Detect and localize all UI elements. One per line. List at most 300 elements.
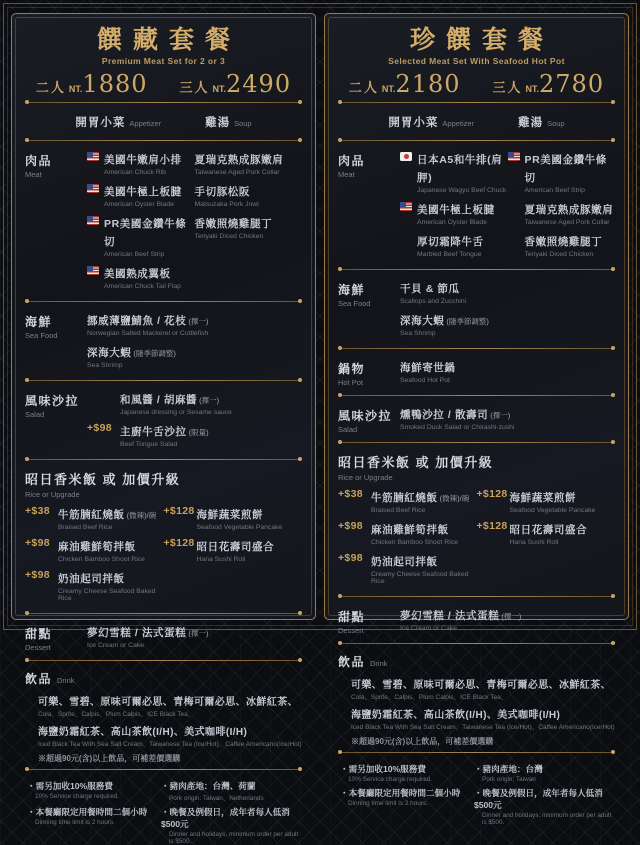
us-flag-icon — [87, 216, 99, 225]
menu-item — [87, 214, 195, 258]
menu-item-name: 香嫩照燒雞腿丁 — [194, 217, 273, 230]
footnote-text: ・ 豬肉產地：台灣 — [474, 763, 615, 775]
menu-item-note: (微辣)/碗 — [126, 510, 157, 520]
menu-item-name: 手切豚松阪 — [194, 185, 250, 198]
price-currency: NT. — [212, 83, 227, 94]
footnote-text-en: Dinning time limit is 2 hours. — [348, 799, 428, 807]
divider — [26, 613, 301, 614]
drink-section-header — [338, 653, 615, 671]
footnote — [27, 780, 153, 802]
menu-item — [400, 232, 508, 258]
menu-item — [164, 505, 303, 531]
menu-item-name: 海鮮寄世鍋 — [400, 361, 456, 374]
drink-names: 海鹽奶霜紅茶、高山茶飲(I/H)、美式咖啡(I/H) — [38, 726, 248, 738]
price-currency: NT. — [68, 83, 83, 94]
footnote-text-en: Pork origin: Taiwan、Netherlands — [168, 794, 264, 802]
menu-item-name-en: Teriyaki Diced Chicken — [524, 250, 594, 258]
set-title: 珍饌套餐 — [409, 25, 554, 54]
drink-note: ※超過90元(含)以上飲品，可補差價選購 — [38, 753, 181, 763]
menu-item-name-en: Matsuzaka Pork Jowl — [194, 200, 259, 208]
price-persons: 二人 — [35, 79, 66, 95]
menu-item-note: (擇一) — [199, 395, 220, 405]
section-column — [477, 488, 616, 591]
divider — [339, 752, 614, 753]
menu-panel — [324, 13, 629, 826]
menu-item-name-en: Chicken Bamboo Shoot Rice — [371, 538, 458, 546]
set-subtitle: Selected Meat Set With Seafood Hot Pot — [388, 55, 565, 66]
footnote-text-en: 10% Service charge required. — [35, 792, 120, 800]
price-value: 1880 — [82, 69, 148, 98]
us-flag-icon — [400, 202, 412, 211]
price-group — [36, 70, 148, 98]
section-items — [400, 606, 615, 638]
section-label: 風味沙拉 — [25, 393, 80, 408]
section-column — [25, 505, 164, 608]
appetizer-row — [338, 107, 615, 136]
menu-item-note: (擇一) — [188, 628, 209, 638]
footnote-text: ・ 本餐廳限定用餐時間二個小時 — [340, 787, 466, 799]
divider — [339, 395, 614, 396]
section-items — [400, 358, 615, 390]
menu-item-body — [400, 405, 514, 431]
menu-item-name-en: Japanese dressing or Sesame sauce — [120, 408, 232, 416]
section-label: 海鮮 — [338, 282, 366, 297]
menu-item-name: 燻鴨沙拉 / 散壽司 — [400, 408, 489, 421]
appetizer-name: 開胃小菜 — [75, 116, 126, 129]
menu-item — [400, 150, 508, 194]
menu-item-body — [400, 279, 466, 305]
section-label-block — [25, 311, 87, 375]
menu-item-name: 干貝 & 節瓜 — [400, 282, 460, 295]
drink-names: 可樂、雪碧、原味可爾必思、青梅可爾必思、冰鮮紅茶、 — [351, 679, 611, 691]
section-label-en: Meat — [25, 169, 42, 179]
menu-item — [87, 390, 302, 416]
section-label-block — [25, 150, 87, 296]
set-subtitle: Premium Meat Set for 2 or 3 — [101, 55, 226, 66]
footnote — [340, 763, 466, 783]
jp-flag-icon — [400, 152, 412, 161]
menu-item-name: 奶油起司拌飯 — [58, 572, 125, 585]
section-column — [338, 488, 477, 591]
section-label: 飲品 — [338, 654, 366, 669]
section-label-en: Salad — [25, 409, 45, 419]
price-persons: 二人 — [348, 79, 379, 95]
menu-item-body — [525, 200, 614, 226]
menu-item-name: 香嫩照燒雞腿丁 — [524, 235, 603, 248]
menu-item-body — [525, 150, 616, 194]
section-label: 飲品 — [25, 671, 53, 686]
drink-names-en: Iced Black Tea With Sea Salt Cream、Taiwanese Tea (Ice/Hot)、Caffee Americano(Ice/Hot) — [38, 740, 302, 748]
menu-item — [87, 264, 195, 290]
divider — [26, 769, 301, 770]
drink-line — [38, 723, 302, 748]
panel-header — [25, 26, 302, 98]
menu-item-note: (限量) — [188, 427, 209, 437]
menu-item-body — [87, 343, 176, 369]
menu-item-name: 主廚牛舌沙拉 — [120, 425, 187, 438]
divider — [26, 140, 301, 141]
menu-item-body — [525, 232, 603, 258]
footnotes — [338, 757, 615, 826]
menu-item-name-en: Beef Tongue Salad — [120, 440, 178, 448]
drink-section — [338, 648, 615, 748]
menu-item-name-en: Braised Beef Rice — [371, 506, 426, 514]
menu-item — [477, 520, 616, 546]
menu-item-name: 夢幻雪糕 / 法式蛋糕 — [87, 626, 187, 639]
rice-upgrade-section — [338, 447, 615, 592]
menu-item-name-en: Smoked Duck Salad or Chirashi-zushi — [400, 423, 515, 431]
menu-item — [195, 150, 303, 176]
menu-item — [400, 200, 508, 226]
divider — [339, 348, 614, 349]
footnote — [161, 780, 302, 802]
menu-item-name-en: Japanese Wagyu Beef Chuck — [417, 186, 507, 194]
menu-item — [87, 150, 195, 176]
menu-item-name-en: American Beef Strip — [104, 250, 165, 258]
section-label-block — [338, 358, 400, 390]
menu-item — [25, 537, 164, 563]
menu-item-name-en: American Oyster Blade — [104, 200, 174, 208]
footnote — [161, 806, 302, 845]
menu-item-price: +$128 — [476, 519, 508, 532]
menu-item-body — [510, 520, 588, 546]
divider — [339, 596, 614, 597]
section-label: 甜點 — [25, 626, 53, 641]
appetizer-item — [388, 113, 474, 131]
menu-item-body — [197, 505, 283, 531]
rice-section-header — [338, 452, 615, 482]
menu-item-body — [104, 214, 195, 258]
menu-item-body — [104, 264, 181, 290]
menu-item — [338, 552, 477, 585]
panel-body — [338, 145, 615, 753]
appetizer-name-en: Appetizer — [129, 118, 162, 128]
menu-item-body — [104, 150, 182, 176]
menu-item-name-en: Chicken Bamboo Shoot Rice — [58, 555, 145, 563]
menu-section — [338, 400, 615, 438]
section-column — [400, 150, 508, 264]
us-flag-icon — [87, 266, 99, 275]
price-currency: NT. — [381, 83, 396, 94]
section-column — [164, 505, 303, 608]
section-label: 肉品 — [338, 153, 366, 168]
menu-item-note: (隨季節調整) — [446, 316, 489, 326]
menu-item-body — [417, 200, 495, 226]
menu-item-name-en: American Chuck Tail Flap — [104, 282, 181, 290]
section-column — [508, 150, 616, 264]
price-persons: 三人 — [492, 79, 523, 95]
menu-item-body — [87, 623, 208, 649]
menu-item-name-en: Ice Cream or Cake — [87, 641, 145, 649]
divider — [339, 140, 614, 141]
appetizer-name-en: Soup — [547, 118, 565, 128]
menu-item-name-en: Marbled Beef Tongue — [417, 250, 482, 258]
price-value: 2490 — [226, 69, 292, 98]
menu-item — [25, 505, 164, 531]
section-label: 肉品 — [25, 153, 53, 168]
menu-item-body — [87, 311, 208, 337]
appetizer-name: 開胃小菜 — [388, 116, 439, 129]
menu-item-name-en: Creamy Cheese Seafood Baked Rice — [58, 587, 156, 602]
rice-section-title: 昭日香米飯 或 加價升級 — [338, 454, 494, 470]
menu-section — [25, 306, 302, 376]
footnote-text-en: Dinning time limit is 2 hours. — [35, 818, 115, 826]
section-items — [400, 150, 615, 264]
menu-item-name-en: Sea Shrimp — [400, 329, 436, 337]
menu-item-price: +$38 — [25, 504, 50, 517]
section-column — [195, 150, 303, 296]
section-items — [400, 279, 615, 343]
menu-section — [338, 145, 615, 265]
menu-item-name: 夏瑞克熟成豚嫩肩 — [194, 153, 284, 166]
footnote-text: ・ 需另加收10%服務費 — [340, 763, 466, 775]
price-row — [338, 70, 615, 98]
section-label-en: Salad — [338, 424, 358, 434]
menu-item-name: 奶油起司拌飯 — [371, 555, 438, 568]
menu-item — [338, 488, 477, 514]
footnote-text-en: Dinner and holidays, minimum order per adult is $500. — [481, 811, 612, 826]
menu-item — [87, 182, 195, 208]
drink-line — [351, 676, 615, 701]
drink-names: 可樂、雪碧、原味可爾必思、青梅可爾必思、冰鮮紅茶、 — [38, 696, 298, 708]
rice-items — [25, 505, 302, 608]
price-row — [25, 70, 302, 98]
menu-item-name-en: Seafood Hot Pot — [400, 376, 450, 384]
menu-item-name-en: Ice Cream or Cake — [400, 624, 458, 632]
menu-item — [400, 311, 615, 337]
footnote-text-en: Pork origin: Taiwan — [481, 775, 536, 783]
menu-item-name: 美國牛極上板腱 — [417, 203, 495, 216]
appetizer-name: 雞湯 — [205, 116, 231, 129]
section-label: 海鮮 — [25, 314, 53, 329]
menu-item-note: (隨季節調整) — [133, 348, 176, 358]
menu-item-name: 和風醬 / 胡麻醬 — [120, 393, 198, 406]
menu-item-name-en: Teriyaki Diced Chicken — [194, 232, 264, 240]
drink-section — [25, 665, 302, 765]
section-label-en: Hot Pot — [338, 377, 364, 387]
price-persons: 三人 — [179, 79, 210, 95]
menu-section — [25, 618, 302, 656]
menu-item — [400, 606, 615, 632]
menu-item-name: 海鮮蔬菜煎餅 — [509, 491, 577, 504]
footnote-text: ・ 需另加收10%服務費 — [27, 780, 153, 792]
menu-item-name-en: Braised Beef Rice — [58, 523, 113, 531]
us-flag-icon — [87, 184, 99, 193]
drink-note: ※超過90元(含)以上飲品，可補差價選購 — [351, 736, 494, 746]
menu-section — [25, 145, 302, 297]
menu-item-name: PR美國金鑽牛條切 — [104, 217, 187, 248]
menu-item-name: 深海大蝦 — [87, 346, 132, 359]
menu-item-body — [417, 150, 508, 194]
section-column — [87, 390, 302, 454]
section-label: 風味沙拉 — [338, 408, 393, 423]
menu-item-name: 厚切霜降牛舌 — [417, 235, 484, 248]
menu-item-body — [58, 569, 164, 602]
footnote-text-en: 10% Service charge required. — [348, 775, 433, 783]
section-label-block — [25, 623, 87, 655]
menu-item — [338, 520, 477, 546]
footnotes — [25, 774, 302, 845]
menu-item — [87, 623, 302, 649]
panel-header — [338, 26, 615, 98]
drink-names-en: Iced Black Tea With Sea Salt Cream、Taiwanese Tea (Ice/Hot)、Caffee Americano(Ice/Hot) — [351, 723, 615, 731]
menu-item-name-en: Norwegian Salted Mackerel or Cuttlefish — [87, 329, 209, 337]
section-column — [400, 358, 615, 390]
price-value: 2180 — [395, 69, 461, 98]
menu-item-body — [371, 520, 458, 546]
section-column — [87, 150, 195, 296]
menu-item-name-en: Taiwanese Aged Pork Collar — [194, 168, 280, 176]
menu-item-body — [104, 182, 182, 208]
appetizer-item — [518, 113, 565, 131]
menu-item-body — [58, 537, 145, 563]
menu-item-body — [371, 488, 469, 514]
menu-item-name: 海鮮蔬菜煎餅 — [196, 508, 264, 521]
drink-line — [351, 706, 615, 731]
price-value: 2780 — [539, 69, 605, 98]
menu-item-name: 夏瑞克熟成豚嫩肩 — [524, 203, 614, 216]
menu-item-price: +$98 — [25, 568, 50, 581]
menu-item-price: +$98 — [25, 536, 50, 549]
menu-item-body — [417, 232, 484, 258]
rice-section-header — [25, 469, 302, 499]
menu-item-body — [195, 150, 284, 176]
footnote-text: ・ 本餐廳限定用餐時間二個小時 — [27, 806, 153, 818]
appetizer-name-en: Soup — [234, 118, 252, 128]
appetizer-item — [205, 113, 252, 131]
section-column — [400, 405, 615, 437]
section-label: 甜點 — [338, 609, 366, 624]
menu-item — [87, 311, 302, 337]
menu-item-body — [195, 214, 273, 240]
section-label-en: Meat — [338, 169, 355, 179]
menu-item-body — [120, 422, 209, 448]
section-items — [87, 390, 302, 454]
menu-item-body — [400, 606, 521, 632]
footnote-text: ・ 晚餐及例假日，成年者每人低消$500元 — [474, 787, 615, 811]
section-label-en: Dessert — [338, 625, 364, 635]
menu-item-name-en: Hana Sushi Roll — [196, 555, 246, 563]
menu-item-name-en: American Chuck Rib — [104, 168, 166, 176]
menu-item-name: 昭日花壽司盛合 — [509, 523, 588, 536]
rice-section-title-en: Rice or Upgrade — [25, 489, 80, 499]
divider — [26, 459, 301, 460]
menu-item-name: PR美國金鑽牛條切 — [524, 153, 607, 184]
menu-item — [508, 200, 616, 226]
menu-item — [477, 488, 616, 514]
menu-item-price: +$98 — [87, 421, 112, 434]
section-label-block — [338, 405, 400, 437]
section-label-en: Sea Food — [338, 298, 371, 308]
menu-item — [164, 537, 303, 563]
menu-item-price: +$128 — [476, 487, 508, 500]
price-group — [180, 70, 292, 98]
rice-items — [338, 488, 615, 591]
menu-item-body — [400, 311, 489, 337]
menu-item-name-en: Seafood Vegetable Pancake — [196, 523, 283, 531]
menu-item-body — [400, 358, 456, 384]
divider — [339, 102, 614, 103]
drink-lines — [338, 676, 615, 731]
footnote — [474, 787, 615, 826]
section-items — [87, 150, 302, 296]
drink-names-en: Cola、Sprite、Calpis、Plum Calpis、ICE Black Tea、 — [351, 693, 508, 701]
menu-item-price: +$38 — [338, 487, 363, 500]
menu-section — [338, 353, 615, 391]
rice-upgrade-section — [25, 464, 302, 609]
divider — [26, 102, 301, 103]
menu-item-name-en: Sea Shrimp — [87, 361, 123, 369]
menu-item — [87, 343, 302, 369]
menu-item — [195, 214, 303, 240]
menu-item-body — [120, 390, 232, 416]
drink-line — [38, 693, 302, 718]
section-label-block — [338, 279, 400, 343]
menu-item-name: 昭日花壽司盛合 — [196, 540, 275, 553]
menu-item-price: +$128 — [163, 504, 195, 517]
drink-names-en: Cola、Sprite、Calpis、Plum Calpis、ICE Black Tea、 — [38, 710, 195, 718]
appetizer-item — [75, 113, 161, 131]
section-column — [87, 311, 302, 375]
footnote-text-en: Dinner and holidays, minimum order per adult is $500. — [168, 830, 299, 845]
section-label: 鍋物 — [338, 361, 366, 376]
divider — [339, 643, 614, 644]
menu-item-name: 美國牛嫩肩小排 — [104, 153, 182, 166]
section-column — [87, 623, 302, 655]
menu-item-note: (擇一) — [188, 316, 209, 326]
rice-section-title: 昭日香米飯 或 加價升級 — [25, 471, 181, 487]
menu-item — [508, 232, 616, 258]
divider — [339, 269, 614, 270]
menu-item-note: (擇一) — [501, 611, 522, 621]
menu-item — [195, 182, 303, 208]
menu-item-note: (擇一) — [490, 410, 511, 420]
menu-item — [400, 358, 615, 384]
appetizer-name-en: Appetizer — [442, 118, 475, 128]
section-items — [87, 311, 302, 375]
menu-item-body — [197, 537, 275, 563]
menu-item-name-en: Seafood Vegetable Pancake — [509, 506, 596, 514]
menu-item-name-en: Hana Sushi Roll — [509, 538, 559, 546]
set-title: 饌藏套餐 — [96, 25, 241, 54]
menu-item-name-en: Scallops and Zucchini — [400, 297, 467, 305]
menu-item-name: 麻油雞鮮筍拌飯 — [371, 523, 449, 536]
us-flag-icon — [87, 152, 99, 161]
section-column — [400, 606, 615, 638]
menu-item-name: 日本A5和牛排(肩胛) — [417, 153, 503, 184]
menu-item-price: +$98 — [338, 551, 363, 564]
menu-item — [508, 150, 616, 194]
section-items — [87, 623, 302, 655]
menu-item-name: 麻油雞鮮筍拌飯 — [58, 540, 136, 553]
section-items — [400, 405, 615, 437]
menu-item — [400, 405, 615, 431]
section-label-block — [338, 606, 400, 638]
panel-body — [25, 145, 302, 770]
divider — [26, 660, 301, 661]
menu-item-note: (微辣)/碗 — [439, 493, 470, 503]
menu-section — [338, 274, 615, 344]
menu-item-name: 挪威薄鹽鯖魚 / 花枝 — [87, 314, 187, 327]
menu-item-name-en: American Oyster Blade — [417, 218, 487, 226]
divider — [26, 380, 301, 381]
drink-section-header — [25, 670, 302, 688]
menu-item-name-en: Taiwanese Aged Pork Collar — [524, 218, 610, 226]
rice-section-title-en: Rice or Upgrade — [338, 472, 393, 482]
menu-item-name: 牛筋腩紅燒飯 — [371, 491, 438, 504]
menu-panel — [11, 13, 316, 845]
menu-item-name: 夢幻雪糕 / 法式蛋糕 — [400, 609, 500, 622]
